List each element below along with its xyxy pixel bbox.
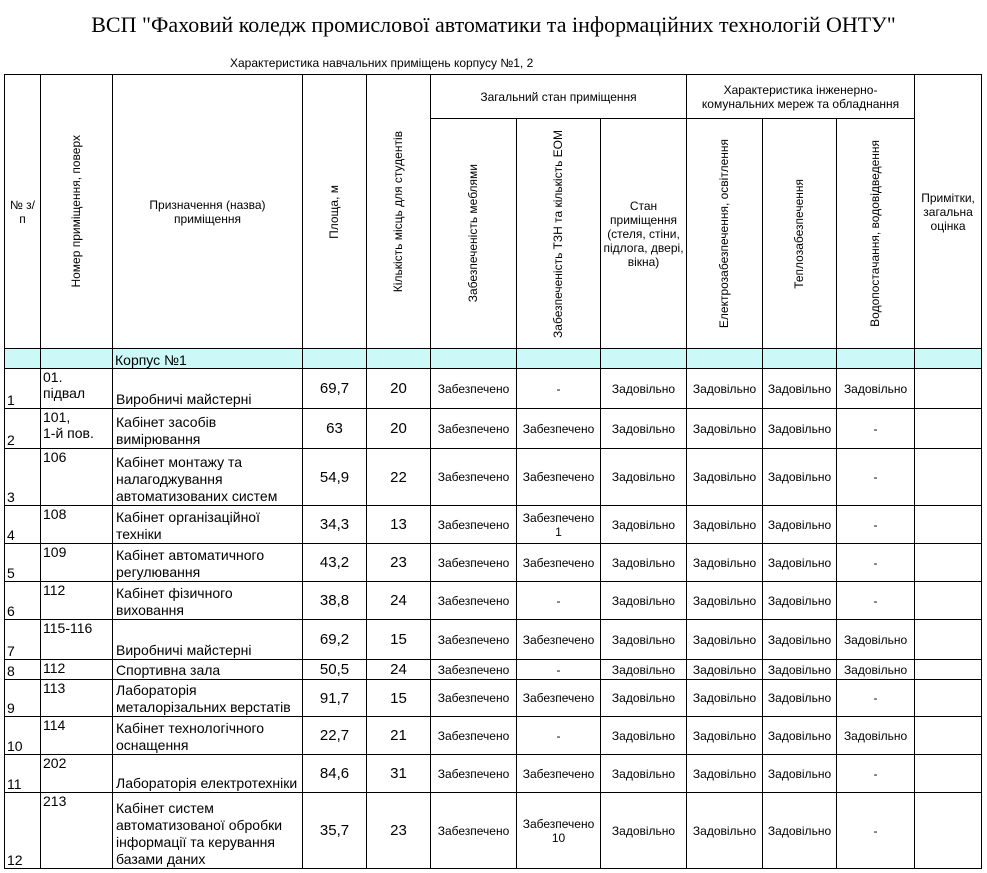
table-row <box>5 449 982 506</box>
room-area: 84,6 <box>303 755 367 793</box>
document-title: ВСП "Фаховий коледж промислової автоматики та інформаційних технологій ОНТУ" <box>91 12 896 37</box>
heat-status: Задовільно <box>763 793 837 869</box>
rooms-table <box>4 74 982 869</box>
row-number: 2 <box>5 409 41 449</box>
furniture-status: Забезпечено <box>431 544 517 582</box>
room-seats: 24 <box>367 582 431 620</box>
room-area: 69,2 <box>303 620 367 660</box>
water-status: - <box>837 449 915 506</box>
tso-status: Забезпечено <box>517 620 601 660</box>
room-area: 54,9 <box>303 449 367 506</box>
room-name: Виробничі майстерні <box>113 369 303 409</box>
furniture-status: Забезпечено <box>431 717 517 755</box>
furniture-status: Забезпечено <box>431 620 517 660</box>
header-num: № з/п <box>5 75 41 349</box>
table-row <box>5 793 982 869</box>
condition-status: Задовільно <box>601 582 687 620</box>
condition-status: Задовільно <box>601 544 687 582</box>
room-number: 106 <box>41 449 113 506</box>
row-number: 6 <box>5 582 41 620</box>
section-row <box>5 349 982 369</box>
row-number: 12 <box>5 793 41 869</box>
condition-status: Задовільно <box>601 506 687 544</box>
water-status: Задовільно <box>837 660 915 680</box>
water-status: - <box>837 680 915 717</box>
room-name: Кабінет засобів вимірювання <box>113 409 303 449</box>
header-condition: Стан приміщення (стеля, стіни, підлога, двері, вікна) <box>601 119 687 349</box>
tso-status: Забезпечено <box>517 755 601 793</box>
tso-status: - <box>517 660 601 680</box>
heat-status: Задовільно <box>763 544 837 582</box>
table-row <box>5 409 982 449</box>
electric-status: Задовільно <box>687 582 763 620</box>
condition-status: Задовільно <box>601 409 687 449</box>
room-seats: 31 <box>367 755 431 793</box>
room-name: Кабінет автоматичного регулювання <box>113 544 303 582</box>
header-water: Водопостачання, водовідведення <box>837 119 915 349</box>
water-status: Задовільно <box>837 717 915 755</box>
room-number: 202 <box>41 755 113 793</box>
header-notes: Примітки, загальна оцінка <box>915 75 982 349</box>
room-area: 22,7 <box>303 717 367 755</box>
electric-status: Задовільно <box>687 409 763 449</box>
room-name: Виробничі майстерні <box>113 620 303 660</box>
water-status: - <box>837 755 915 793</box>
header-room: Номер приміщення, поверх <box>41 75 113 349</box>
room-area: 69,7 <box>303 369 367 409</box>
row-number: 1 <box>5 369 41 409</box>
room-number: 01. підвал <box>41 369 113 409</box>
room-name: Кабінет систем автоматизованої обробки інформації та керування базами даних <box>113 793 303 869</box>
water-status: - <box>837 409 915 449</box>
notes-cell <box>915 506 982 544</box>
room-number: 113 <box>41 680 113 717</box>
room-seats: 23 <box>367 793 431 869</box>
furniture-status: Забезпечено <box>431 680 517 717</box>
room-name: Спортивна зала <box>113 660 303 680</box>
room-area: 50,5 <box>303 660 367 680</box>
tso-status: - <box>517 717 601 755</box>
heat-status: Задовільно <box>763 409 837 449</box>
condition-status: Задовільно <box>601 660 687 680</box>
header-furniture: Забезпеченість меблями <box>431 119 517 349</box>
heat-status: Задовільно <box>763 755 837 793</box>
room-seats: 15 <box>367 680 431 717</box>
row-number: 5 <box>5 544 41 582</box>
notes-cell <box>915 660 982 680</box>
water-status: - <box>837 793 915 869</box>
notes-cell <box>915 680 982 717</box>
header-area: Площа, м <box>303 75 367 349</box>
water-status: Задовільно <box>837 620 915 660</box>
notes-cell <box>915 369 982 409</box>
electric-status: Задовільно <box>687 793 763 869</box>
heat-status: Задовільно <box>763 717 837 755</box>
tso-status: - <box>517 369 601 409</box>
notes-cell <box>915 755 982 793</box>
table-row <box>5 717 982 755</box>
room-name: Кабінет фізичного виховання <box>113 582 303 620</box>
water-status: - <box>837 582 915 620</box>
condition-status: Задовільно <box>601 755 687 793</box>
water-status: - <box>837 544 915 582</box>
row-number: 4 <box>5 506 41 544</box>
heat-status: Задовільно <box>763 620 837 660</box>
room-name: Лабораторія металорізальних верстатів <box>113 680 303 717</box>
room-seats: 15 <box>367 620 431 660</box>
tso-status: - <box>517 582 601 620</box>
room-seats: 22 <box>367 449 431 506</box>
room-number: 114 <box>41 717 113 755</box>
furniture-status: Забезпечено <box>431 582 517 620</box>
table-row <box>5 544 982 582</box>
tso-status: Забезпечено <box>517 409 601 449</box>
tso-status: Забезпечено <box>517 544 601 582</box>
room-seats: 20 <box>367 409 431 449</box>
room-name: Кабінет монтажу та налагоджування автоматизованих систем <box>113 449 303 506</box>
notes-cell <box>915 409 982 449</box>
tso-status: Забезпечено 1 <box>517 506 601 544</box>
condition-status: Задовільно <box>601 449 687 506</box>
room-area: 34,3 <box>303 506 367 544</box>
heat-status: Задовільно <box>763 660 837 680</box>
room-number: 112 <box>41 582 113 620</box>
tso-status: Забезпечено 10 <box>517 793 601 869</box>
room-number: 213 <box>41 793 113 869</box>
row-number: 7 <box>5 620 41 660</box>
condition-status: Задовільно <box>601 717 687 755</box>
electric-status: Задовільно <box>687 620 763 660</box>
condition-status: Задовільно <box>601 680 687 717</box>
room-seats: 13 <box>367 506 431 544</box>
table-row <box>5 620 982 660</box>
electric-status: Задовільно <box>687 680 763 717</box>
table-row <box>5 660 982 680</box>
electric-status: Задовільно <box>687 717 763 755</box>
condition-status: Задовільно <box>601 620 687 660</box>
heat-status: Задовільно <box>763 506 837 544</box>
header-group-engineering: Характеристика інженерно-комунальних мереж та обладнання <box>687 75 915 119</box>
tso-status: Забезпечено <box>517 449 601 506</box>
row-number: 10 <box>5 717 41 755</box>
document-subtitle: Характеристика навчальних приміщень корпусу №1, 2 <box>230 56 534 70</box>
heat-status: Задовільно <box>763 449 837 506</box>
table-row <box>5 369 982 409</box>
furniture-status: Забезпечено <box>431 755 517 793</box>
header-heat: Теплозабезпечення <box>763 119 837 349</box>
row-number: 3 <box>5 449 41 506</box>
room-seats: 23 <box>367 544 431 582</box>
furniture-status: Забезпечено <box>431 793 517 869</box>
header-seats: Кількість місць для студентів <box>367 75 431 349</box>
room-seats: 21 <box>367 717 431 755</box>
furniture-status: Забезпечено <box>431 506 517 544</box>
notes-cell <box>915 717 982 755</box>
heat-status: Задовільно <box>763 582 837 620</box>
electric-status: Задовільно <box>687 506 763 544</box>
room-area: 63 <box>303 409 367 449</box>
notes-cell <box>915 793 982 869</box>
heat-status: Задовільно <box>763 369 837 409</box>
water-status: Задовільно <box>837 369 915 409</box>
room-number: 109 <box>41 544 113 582</box>
table-row <box>5 680 982 717</box>
room-number: 108 <box>41 506 113 544</box>
table-row <box>5 755 982 793</box>
furniture-status: Забезпечено <box>431 369 517 409</box>
row-number: 8 <box>5 660 41 680</box>
room-seats: 24 <box>367 660 431 680</box>
table-row <box>5 506 982 544</box>
notes-cell <box>915 449 982 506</box>
electric-status: Задовільно <box>687 755 763 793</box>
room-area: 43,2 <box>303 544 367 582</box>
notes-cell <box>915 620 982 660</box>
tso-status: Забезпечено <box>517 680 601 717</box>
electric-status: Задовільно <box>687 449 763 506</box>
condition-status: Задовільно <box>601 793 687 869</box>
furniture-status: Забезпечено <box>431 449 517 506</box>
electric-status: Задовільно <box>687 544 763 582</box>
header-electric: Електрозабезпечення, освітлення <box>687 119 763 349</box>
furniture-status: Забезпечено <box>431 660 517 680</box>
heat-status: Задовільно <box>763 680 837 717</box>
furniture-status: Забезпечено <box>431 409 517 449</box>
header-name: Призначення (назва) приміщення <box>113 75 303 349</box>
water-status: - <box>837 506 915 544</box>
room-name: Лабораторія електротехніки <box>113 755 303 793</box>
room-number: 112 <box>41 660 113 680</box>
condition-status: Задовільно <box>601 369 687 409</box>
table-row <box>5 582 982 620</box>
room-name: Кабінет організаційної техніки <box>113 506 303 544</box>
notes-cell <box>915 582 982 620</box>
section-label: Корпус №1 <box>113 349 303 369</box>
notes-cell <box>915 544 982 582</box>
header-tso: Забезпеченість ТЗН та кількість ЕОМ <box>517 119 601 349</box>
header-group-general: Загальний стан приміщення <box>431 75 687 119</box>
row-number: 9 <box>5 680 41 717</box>
room-area: 38,8 <box>303 582 367 620</box>
room-number: 115-116 <box>41 620 113 660</box>
room-seats: 20 <box>367 369 431 409</box>
room-area: 35,7 <box>303 793 367 869</box>
room-name: Кабінет технологічного оснащення <box>113 717 303 755</box>
room-number: 101, 1-й пов. <box>41 409 113 449</box>
electric-status: Задовільно <box>687 660 763 680</box>
room-area: 91,7 <box>303 680 367 717</box>
electric-status: Задовільно <box>687 369 763 409</box>
row-number: 11 <box>5 755 41 793</box>
